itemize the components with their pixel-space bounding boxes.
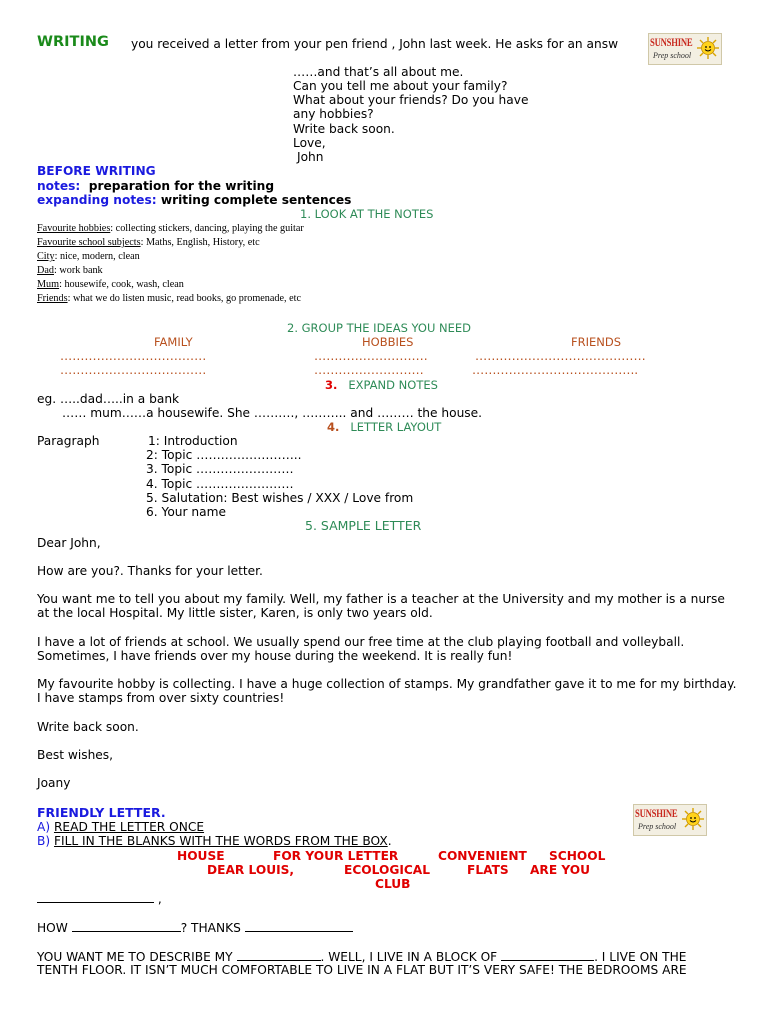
layout-item: 6. Your name: [146, 505, 226, 519]
greeting-fill-line: ,: [37, 891, 162, 906]
note-item: Favourite school subjects: Maths, English, History, etc: [37, 237, 260, 248]
greeting-blank[interactable]: [37, 891, 154, 903]
expand-example-line: …… mum……a housewife. She ………., ……….. and ……… the house.: [62, 406, 483, 420]
describe-fill-line: YOU WANT ME TO DESCRIBE MY . WELL, I LIVE IN A BLOCK OF . I LIVE ON THE: [37, 950, 687, 964]
layout-item: 3. Topic ……………………: [146, 462, 294, 476]
word-box-item: ECOLOGICAL: [344, 863, 431, 877]
dots-hobbies: ……………………….: [314, 349, 428, 363]
paragraph-label: Paragraph: [37, 434, 100, 448]
word-box-item: SCHOOL: [549, 849, 606, 863]
layout-item: 4. Topic ……………………: [146, 477, 294, 491]
sample-closing: Write back soon.: [37, 720, 139, 734]
letter-body-line: TENTH FLOOR. IT ISN’T MUCH COMFORTABLE TO LIVE IN A FLAT BUT IT’S VERY SAFE! THE BEDROOMS ARE: [37, 963, 687, 977]
section-2-heading: 2. GROUP THE IDEAS YOU NEED: [287, 321, 472, 335]
expand-example-line: eg. …..dad…..in a bank: [37, 392, 180, 406]
dots-hobbies: ………………………: [314, 363, 424, 377]
layout-item: 5. Salutation: Best wishes / XXX / Love from: [146, 491, 414, 505]
page-title: WRITING: [37, 34, 109, 50]
section-5-heading: 5. SAMPLE LETTER: [305, 518, 422, 533]
dots-friends: …………………………………..: [472, 363, 639, 377]
john-letter-line: ……and that’s all about me.: [293, 65, 464, 79]
john-letter-line: Can you tell me about your family?: [293, 79, 508, 93]
section-3-heading: 3. EXPAND NOTES: [325, 378, 438, 392]
instruction-b: B) FILL IN THE BLANKS WITH THE WORDS FROM THE BOX.: [37, 834, 392, 848]
word-box-item: CLUB: [375, 877, 411, 891]
section-4-heading: 4. LETTER LAYOUT: [327, 420, 442, 434]
column-hobbies: HOBBIES: [362, 335, 414, 349]
block-blank[interactable]: [501, 949, 594, 961]
how-fill-line: HOW ? THANKS: [37, 920, 353, 935]
before-writing-heading: BEFORE WRITING: [37, 164, 156, 178]
john-letter-signature: John: [297, 150, 324, 164]
note-item: Friends: what we do listen music, read books, go promenade, etc: [37, 293, 301, 304]
sample-signature: Joany: [37, 776, 71, 790]
sample-closing: Best wishes,: [37, 748, 114, 762]
sample-greeting: Dear John,: [37, 536, 101, 550]
sunshine-logo: SUNSHINE Prep school: [633, 804, 707, 836]
describe-blank[interactable]: [237, 949, 321, 961]
sun-icon: [697, 37, 719, 59]
dots-friends: ……………………………………: [475, 349, 646, 363]
john-letter-line: any hobbies?: [293, 107, 374, 121]
word-box-item: HOUSE: [177, 849, 225, 863]
instruction-a: A) READ THE LETTER ONCE: [37, 820, 205, 834]
john-letter-line: Write back soon.: [293, 122, 395, 136]
word-box-item: DEAR LOUIS,: [207, 863, 295, 877]
sample-paragraph: You want me to tell you about my family. Well, my father is a teacher at the University and my mother is a nurse at the local Hospital. My little sister, Karen, is only two years old.: [37, 592, 725, 621]
note-item: City: nice, modern, clean: [37, 251, 140, 262]
word-box-item: ARE YOU: [530, 863, 591, 877]
word-box-item: CONVENIENT: [438, 849, 527, 863]
sample-paragraph: How are you?. Thanks for your letter.: [37, 564, 263, 578]
notes-line: notes: preparation for the writing: [37, 179, 275, 193]
note-item: Dad: work bank: [37, 265, 103, 276]
column-family: FAMILY: [154, 335, 193, 349]
john-letter-line: What about your friends? Do you have: [293, 93, 529, 107]
sunshine-logo: SUNSHINE Prep school: [648, 33, 722, 65]
task-instruction: you received a letter from your pen friend , John last week. He asks for an answ: [131, 37, 619, 51]
note-item: Mum: housewife, cook, wash, clean: [37, 279, 184, 290]
friendly-letter-heading: FRIENDLY LETTER.: [37, 805, 166, 820]
expanding-notes-line: expanding notes: writing complete sentences: [37, 193, 352, 207]
thanks-blank[interactable]: [245, 920, 353, 932]
section-1-heading: 1. LOOK AT THE NOTES: [300, 207, 434, 221]
john-letter-line: Love,: [293, 136, 326, 150]
how-blank[interactable]: [72, 920, 181, 932]
note-item: Favourite hobbies: collecting stickers, dancing, playing the guitar: [37, 223, 304, 234]
word-box-item: FOR YOUR LETTER: [273, 849, 399, 863]
sun-icon: [682, 808, 704, 830]
layout-item: 1: Introduction: [148, 434, 238, 448]
column-friends: FRIENDS: [571, 335, 622, 349]
word-box-item: FLATS: [467, 863, 509, 877]
dots-family: ………………………………: [60, 363, 207, 377]
layout-item: 2: Topic ……………………..: [146, 448, 302, 462]
dots-family: ………………………………: [60, 349, 207, 363]
sample-paragraph: My favourite hobby is collecting. I have a huge collection of stamps. My grandfather gave it to me for my birthday. I have stamps from over sixty countries!: [37, 677, 737, 706]
sample-paragraph: I have a lot of friends at school. We usually spend our free time at the club playing football and volleyball. Sometimes, I have friends over my house during the weekend. It is really fun!: [37, 635, 685, 664]
